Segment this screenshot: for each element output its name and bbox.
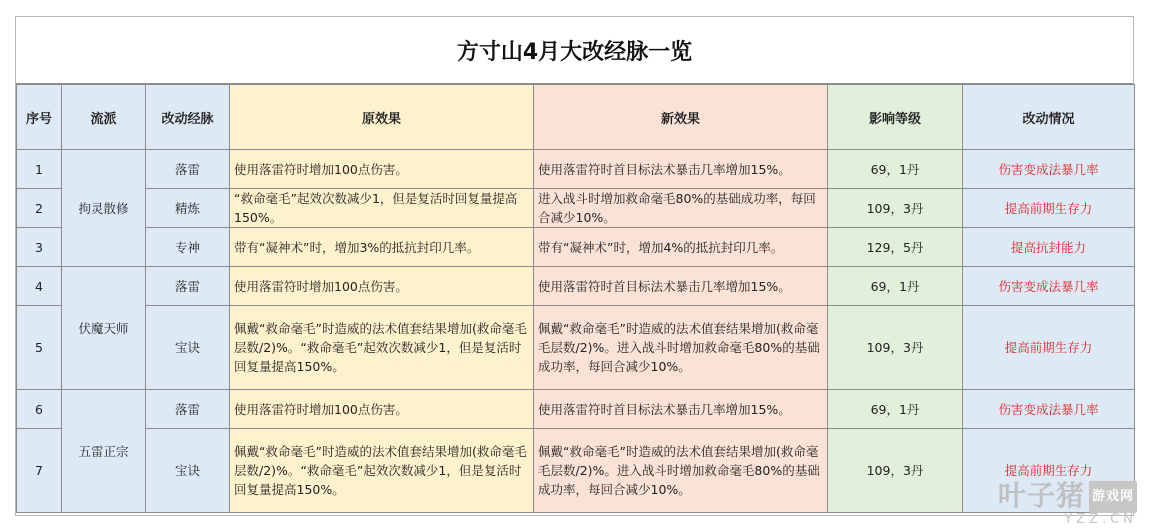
- logo-url: YZZ.CN: [1064, 512, 1137, 527]
- impact-cell: 69，1丹: [828, 150, 963, 189]
- spreadsheet: [15, 16, 1134, 516]
- old-effect-cell: 带有“凝神术”时，增加3%的抵抗封印几率。: [230, 228, 534, 267]
- table-row: [17, 429, 1135, 513]
- row-index: 4: [17, 267, 62, 306]
- impact-cell: 109，3丹: [828, 429, 963, 513]
- new-effect-cell: 佩戴“救命毫毛”时造威的法术值套结果增加(救命毫毛层数/2)%。进入战斗时增加救命毫毛80%的基础成功率，每回合减少10%。: [534, 429, 828, 513]
- row-index: 5: [17, 306, 62, 390]
- header-index: 序号: [17, 85, 62, 150]
- vein-cell: 精炼: [146, 189, 230, 228]
- new-effect-cell: 带有“凝神术”时，增加4%的抵抗封印几率。: [534, 228, 828, 267]
- header-change: 改动情况: [963, 85, 1135, 150]
- header-impact: 影响等级: [828, 85, 963, 150]
- change-cell: 伤害变成法暴几率: [963, 150, 1135, 189]
- vein-cell: 落雷: [146, 150, 230, 189]
- old-effect-cell: 使用落雷符时增加100点伤害。: [230, 267, 534, 306]
- vein-cell: 宝诀: [146, 306, 230, 390]
- vein-cell: 落雷: [146, 267, 230, 306]
- page-title: 方寸山4月大改经脉一览: [16, 17, 1133, 84]
- row-index: 2: [17, 189, 62, 228]
- impact-cell: 69，1丹: [828, 390, 963, 429]
- table-row: [17, 390, 1135, 429]
- new-effect-cell: 佩戴“救命毫毛”时造威的法术值套结果增加(救命毫毛层数/2)%。进入战斗时增加救命毫毛80%的基础成功率，每回合减少10%。: [534, 306, 828, 390]
- table-row: [17, 150, 1135, 189]
- change-cell: 提高前期生存力: [963, 429, 1135, 513]
- table-row: [17, 189, 1135, 228]
- old-effect-cell: 佩戴“救命毫毛”时造威的法术值套结果增加(救命毫毛层数/2)%。“救命毫毛”起效次数减少1，但是复活时回复量提高150%。: [230, 306, 534, 390]
- row-index: 6: [17, 390, 62, 429]
- old-effect-cell: 佩戴“救命毫毛”时造威的法术值套结果增加(救命毫毛层数/2)%。“救命毫毛”起效次数减少1，但是复活时回复量提高150%。: [230, 429, 534, 513]
- table-row: [17, 306, 1135, 390]
- table-row: [17, 228, 1135, 267]
- old-effect-cell: 使用落雷符时增加100点伤害。: [230, 150, 534, 189]
- change-cell: 提高抗封能力: [963, 228, 1135, 267]
- change-cell: 伤害变成法暴几率: [963, 267, 1135, 306]
- impact-cell: 109，3丹: [828, 306, 963, 390]
- logo-main-text: 叶子猪: [997, 479, 1085, 512]
- vein-cell: 落雷: [146, 390, 230, 429]
- veins-table: [16, 84, 1135, 513]
- logo-badge: 游戏网: [1089, 481, 1137, 513]
- header-vein: 改动经脉: [146, 85, 230, 150]
- impact-cell: 129，5丹: [828, 228, 963, 267]
- site-logo: [998, 481, 1137, 527]
- header-new-effect: 新效果: [534, 85, 828, 150]
- new-effect-cell: 使用落雷符时首目标法术暴击几率增加15%。: [534, 390, 828, 429]
- change-cell: 提高前期生存力: [963, 306, 1135, 390]
- change-cell: 伤害变成法暴几率: [963, 390, 1135, 429]
- impact-cell: 69，1丹: [828, 267, 963, 306]
- school-cell: 五雷正宗: [62, 390, 146, 513]
- new-effect-cell: 使用落雷符时首目标法术暴击几率增加15%。: [534, 150, 828, 189]
- school-cell: 拘灵散修: [62, 150, 146, 267]
- vein-cell: 宝诀: [146, 429, 230, 513]
- school-cell: 伏魔天师: [62, 267, 146, 390]
- table-row: [17, 267, 1135, 306]
- new-effect-cell: 进入战斗时增加救命毫毛80%的基础成功率，每回合减少10%。: [534, 189, 828, 228]
- impact-cell: 109，3丹: [828, 189, 963, 228]
- header-old-effect: 原效果: [230, 85, 534, 150]
- vein-cell: 专神: [146, 228, 230, 267]
- new-effect-cell: 使用落雷符时首目标法术暴击几率增加15%。: [534, 267, 828, 306]
- change-cell: 提高前期生存力: [963, 189, 1135, 228]
- header-school: 流派: [62, 85, 146, 150]
- row-index: 7: [17, 429, 62, 513]
- row-index: 1: [17, 150, 62, 189]
- header-row: [17, 85, 1135, 150]
- old-effect-cell: 使用落雷符时增加100点伤害。: [230, 390, 534, 429]
- old-effect-cell: “救命毫毛”起效次数减少1，但是复活时回复量提高150%。: [230, 189, 534, 228]
- row-index: 3: [17, 228, 62, 267]
